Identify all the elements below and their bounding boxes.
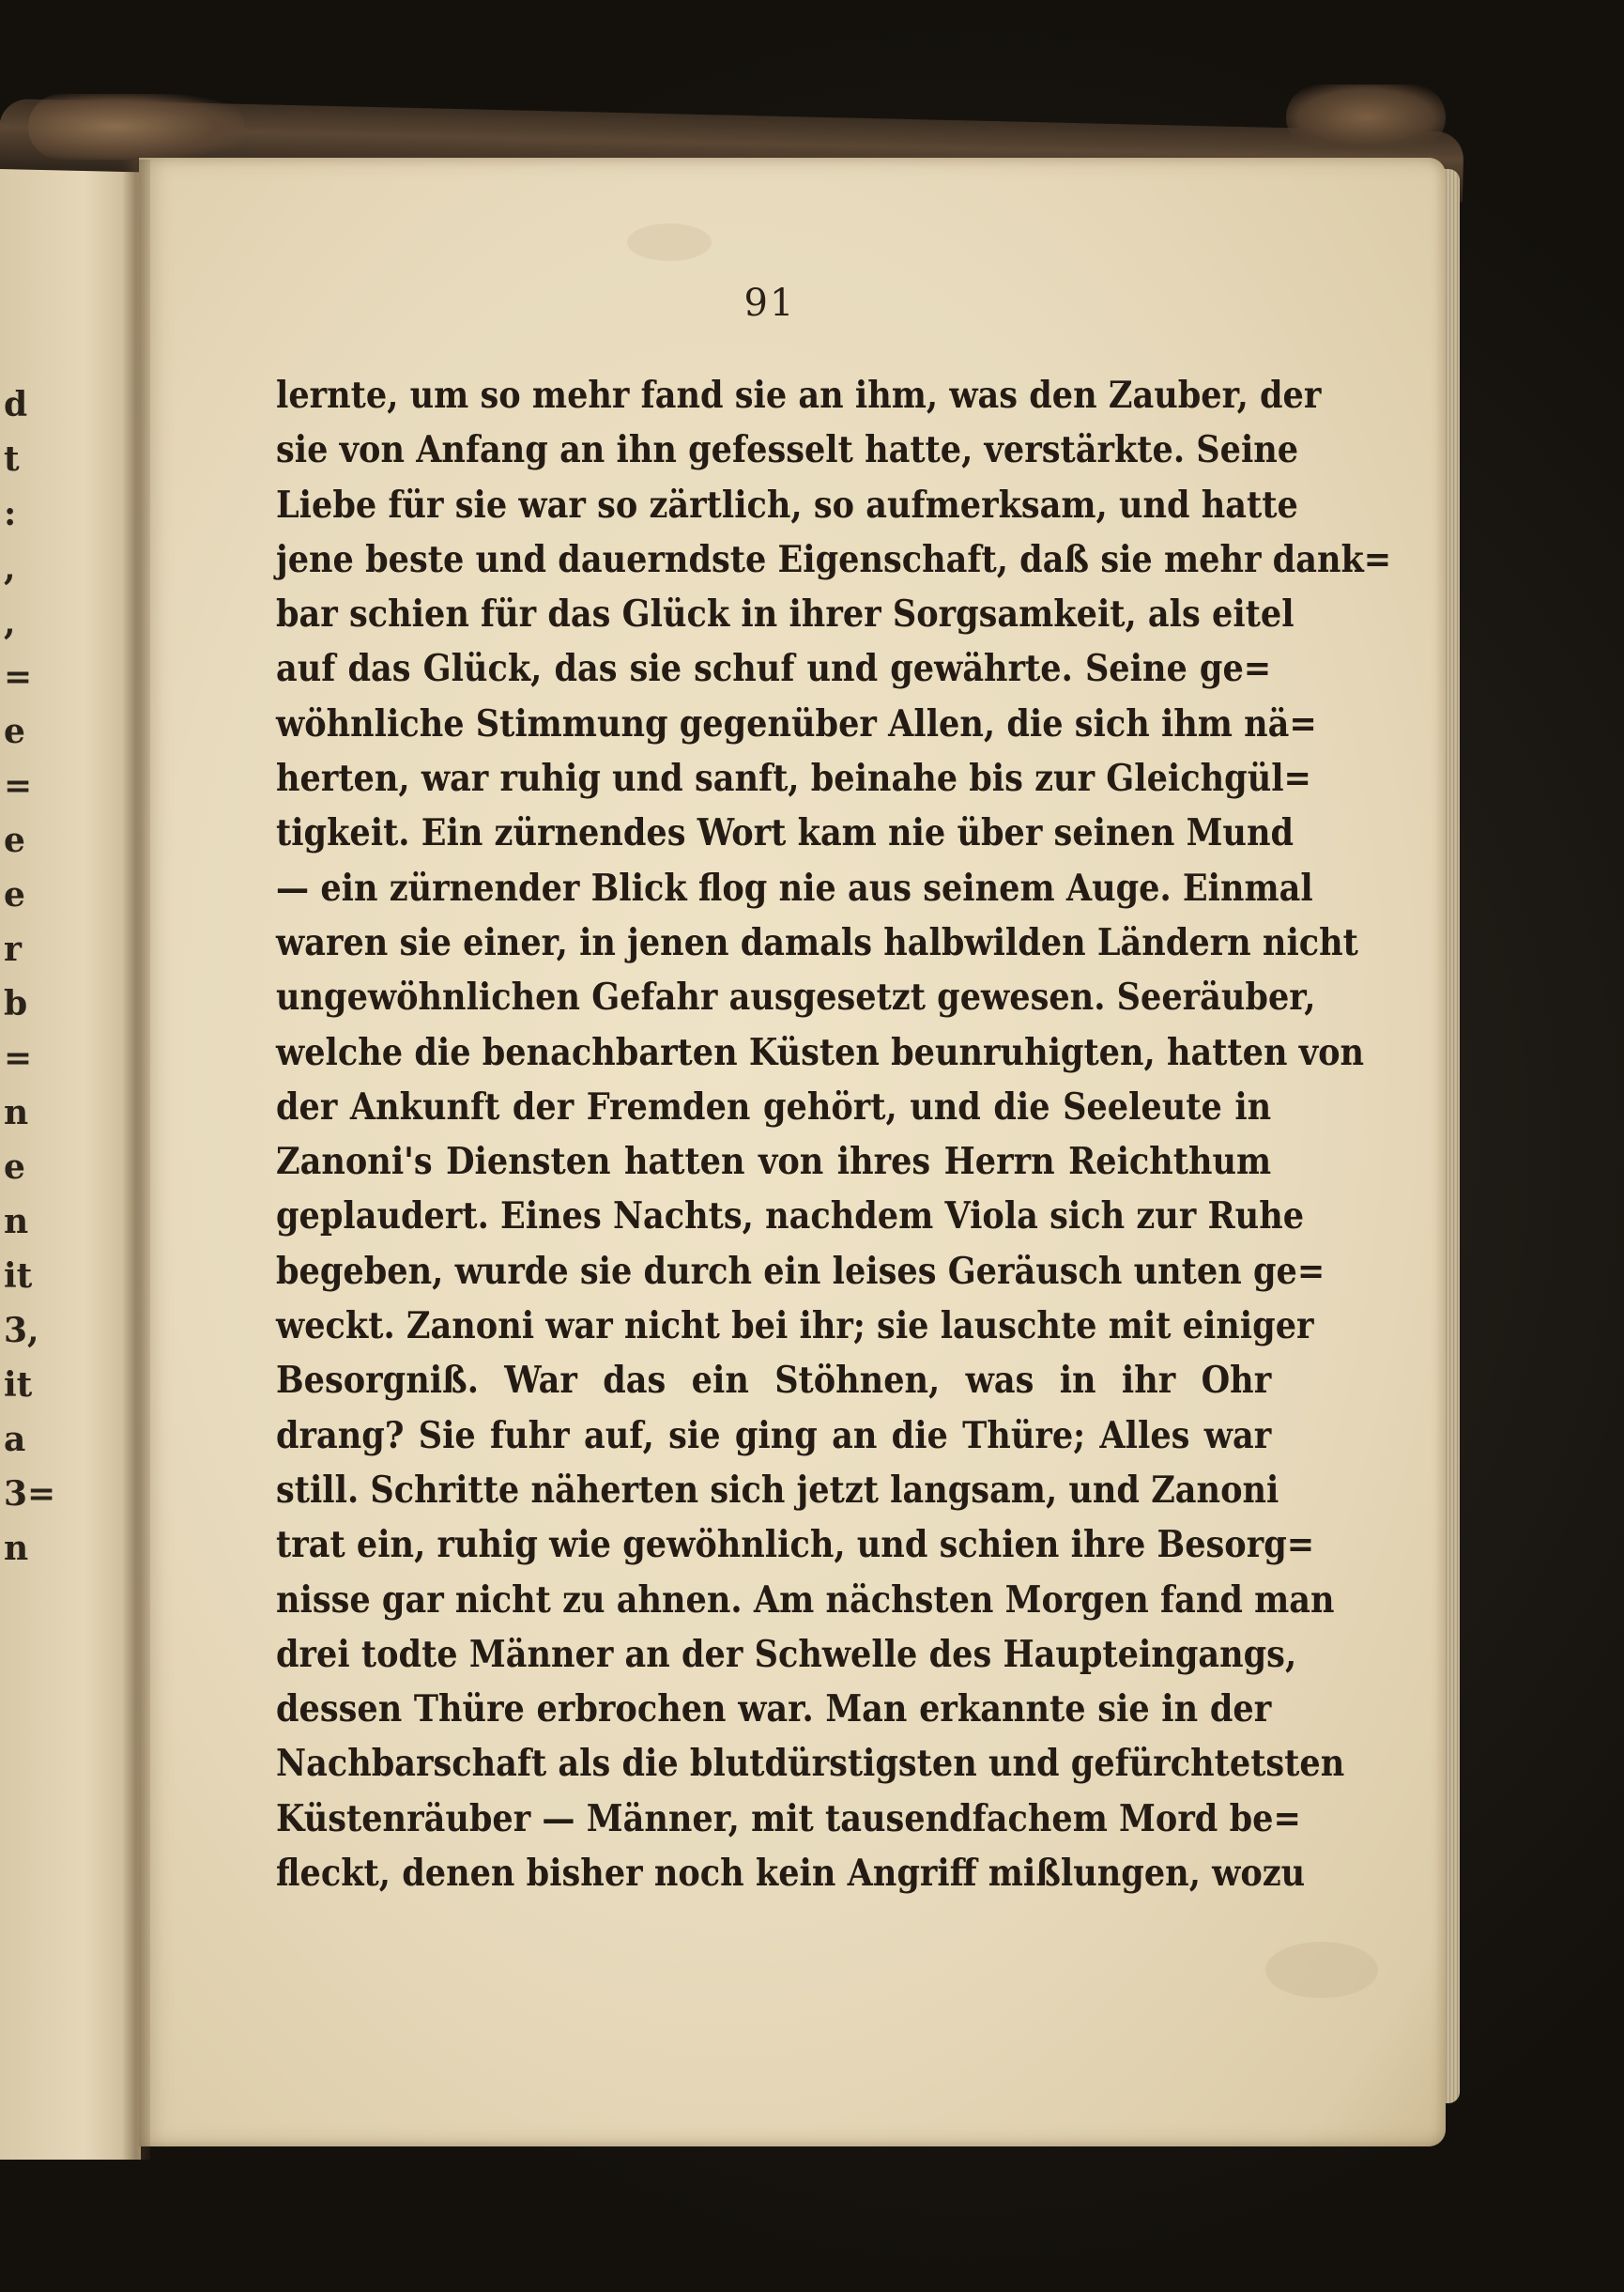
worn-binding-right bbox=[1286, 85, 1446, 150]
worn-binding-left bbox=[28, 94, 244, 160]
text-line: drang? Sie fuhr auf, sie ging an die Thüre; Alles war bbox=[276, 1413, 1272, 1457]
text-line: Besorgniß. War das ein Stöhnen, was in ihr Ohr bbox=[276, 1359, 1272, 1403]
left-page-fragment: a bbox=[4, 1420, 26, 1459]
left-page-fragment: e bbox=[4, 712, 25, 751]
left-page-fragment: it bbox=[4, 1365, 33, 1405]
left-page-fragment: = bbox=[4, 657, 33, 697]
text-line: fleckt, denen bisher noch kein Angriff mißlungen, wozu bbox=[276, 1852, 1306, 1896]
left-page-fragment: b bbox=[4, 984, 28, 1023]
text-line: trat ein, ruhig wie gewöhnlich, und schien ihre Besorg= bbox=[276, 1523, 1315, 1567]
left-page-fragment: n bbox=[4, 1202, 29, 1241]
text-line: der Ankunft der Fremden gehört, und die Seeleute in bbox=[276, 1084, 1272, 1129]
left-page-fragment: : bbox=[4, 494, 17, 533]
text-line: weckt. Zanoni war nicht bei ihr; sie lauschte mit einiger bbox=[276, 1304, 1314, 1348]
text-line: Küstenräuber — Männer, mit tausendfachem Mord be= bbox=[276, 1796, 1301, 1840]
text-line: sie von Anfang an ihn gefesselt hatte, verstärkte. Seine bbox=[276, 428, 1299, 472]
left-page-fragment: = bbox=[4, 1038, 33, 1078]
text-line: lernte, um so mehr fand sie an ihm, was den Zauber, der bbox=[276, 374, 1322, 417]
left-page-fragment: = bbox=[4, 766, 33, 806]
left-page-fragment: it bbox=[4, 1256, 33, 1296]
page-number: 91 bbox=[743, 282, 796, 325]
text-line: — ein zürnender Blick flog nie aus seinem Auge. Einmal bbox=[276, 866, 1313, 910]
text-line: welche die benachbarten Küsten beunruhigten, hatten von bbox=[276, 1030, 1365, 1074]
text-line: begeben, wurde sie durch ein leises Geräusch unten ge= bbox=[276, 1249, 1325, 1293]
left-page-fragment: e bbox=[4, 875, 25, 915]
text-line: auf das Glück, das sie schuf und gewährte. Seine ge= bbox=[276, 647, 1272, 691]
text-line: waren sie einer, in jenen damals halbwilden Ländern nicht bbox=[276, 920, 1358, 964]
page-gutter bbox=[122, 160, 150, 2160]
text-line: Nachbarschaft als die blutdürstigsten und gefürchtetsten bbox=[276, 1742, 1345, 1786]
text-line: dessen Thüre erbrochen war. Man erkannte sie in der bbox=[276, 1687, 1272, 1731]
left-page-fragment: e bbox=[4, 821, 25, 860]
left-page-fragment: t bbox=[4, 439, 20, 479]
text-line: bar schien für das Glück in ihrer Sorgsamkeit, als eitel bbox=[276, 592, 1295, 637]
paper-stain bbox=[1265, 1942, 1378, 1998]
paper-stain bbox=[627, 223, 712, 261]
left-page-fragment: e bbox=[4, 1147, 25, 1187]
text-line: herten, war ruhig und sanft, beinahe bis zur Gleichgül= bbox=[276, 757, 1311, 801]
page-body-text bbox=[276, 368, 1392, 1900]
left-page-fragment: r bbox=[4, 930, 22, 969]
text-line: jene beste und dauerndste Eigenschaft, daß sie mehr dank= bbox=[276, 537, 1392, 581]
text-line: tigkeit. Ein zürnendes Wort kam nie über seinen Mund bbox=[276, 811, 1295, 855]
left-page-fragment: n bbox=[4, 1093, 29, 1132]
text-line: ungewöhnlichen Gefahr ausgesetzt gewesen. Seeräuber, bbox=[276, 976, 1316, 1020]
left-page-text-fragments bbox=[0, 160, 66, 2160]
left-page-fragment: n bbox=[4, 1529, 29, 1568]
left-page-fragment: 3= bbox=[4, 1474, 56, 1514]
left-page-fragment: 3, bbox=[4, 1311, 39, 1350]
left-page-fragment: , bbox=[4, 603, 16, 642]
text-line: Zanoni's Diensten hatten von ihres Herrn Reichthum bbox=[276, 1140, 1272, 1184]
text-line: geplaudert. Eines Nachts, nachdem Viola sich zur Ruhe bbox=[276, 1194, 1305, 1238]
text-line: drei todte Männer an der Schwelle des Haupteingangs, bbox=[276, 1632, 1297, 1676]
text-line: still. Schritte näherten sich jetzt langsam, und Zanoni bbox=[276, 1468, 1279, 1512]
text-line: wöhnliche Stimmung gegenüber Allen, die sich ihm nä= bbox=[276, 701, 1317, 746]
left-page-fragment: d bbox=[4, 385, 28, 424]
text-line: nisse gar nicht zu ahnen. Am nächsten Morgen fand man bbox=[276, 1577, 1335, 1622]
left-page-fragment: , bbox=[4, 548, 16, 588]
text-line: Liebe für sie war so zärtlich, so aufmerksam, und hatte bbox=[276, 483, 1298, 527]
